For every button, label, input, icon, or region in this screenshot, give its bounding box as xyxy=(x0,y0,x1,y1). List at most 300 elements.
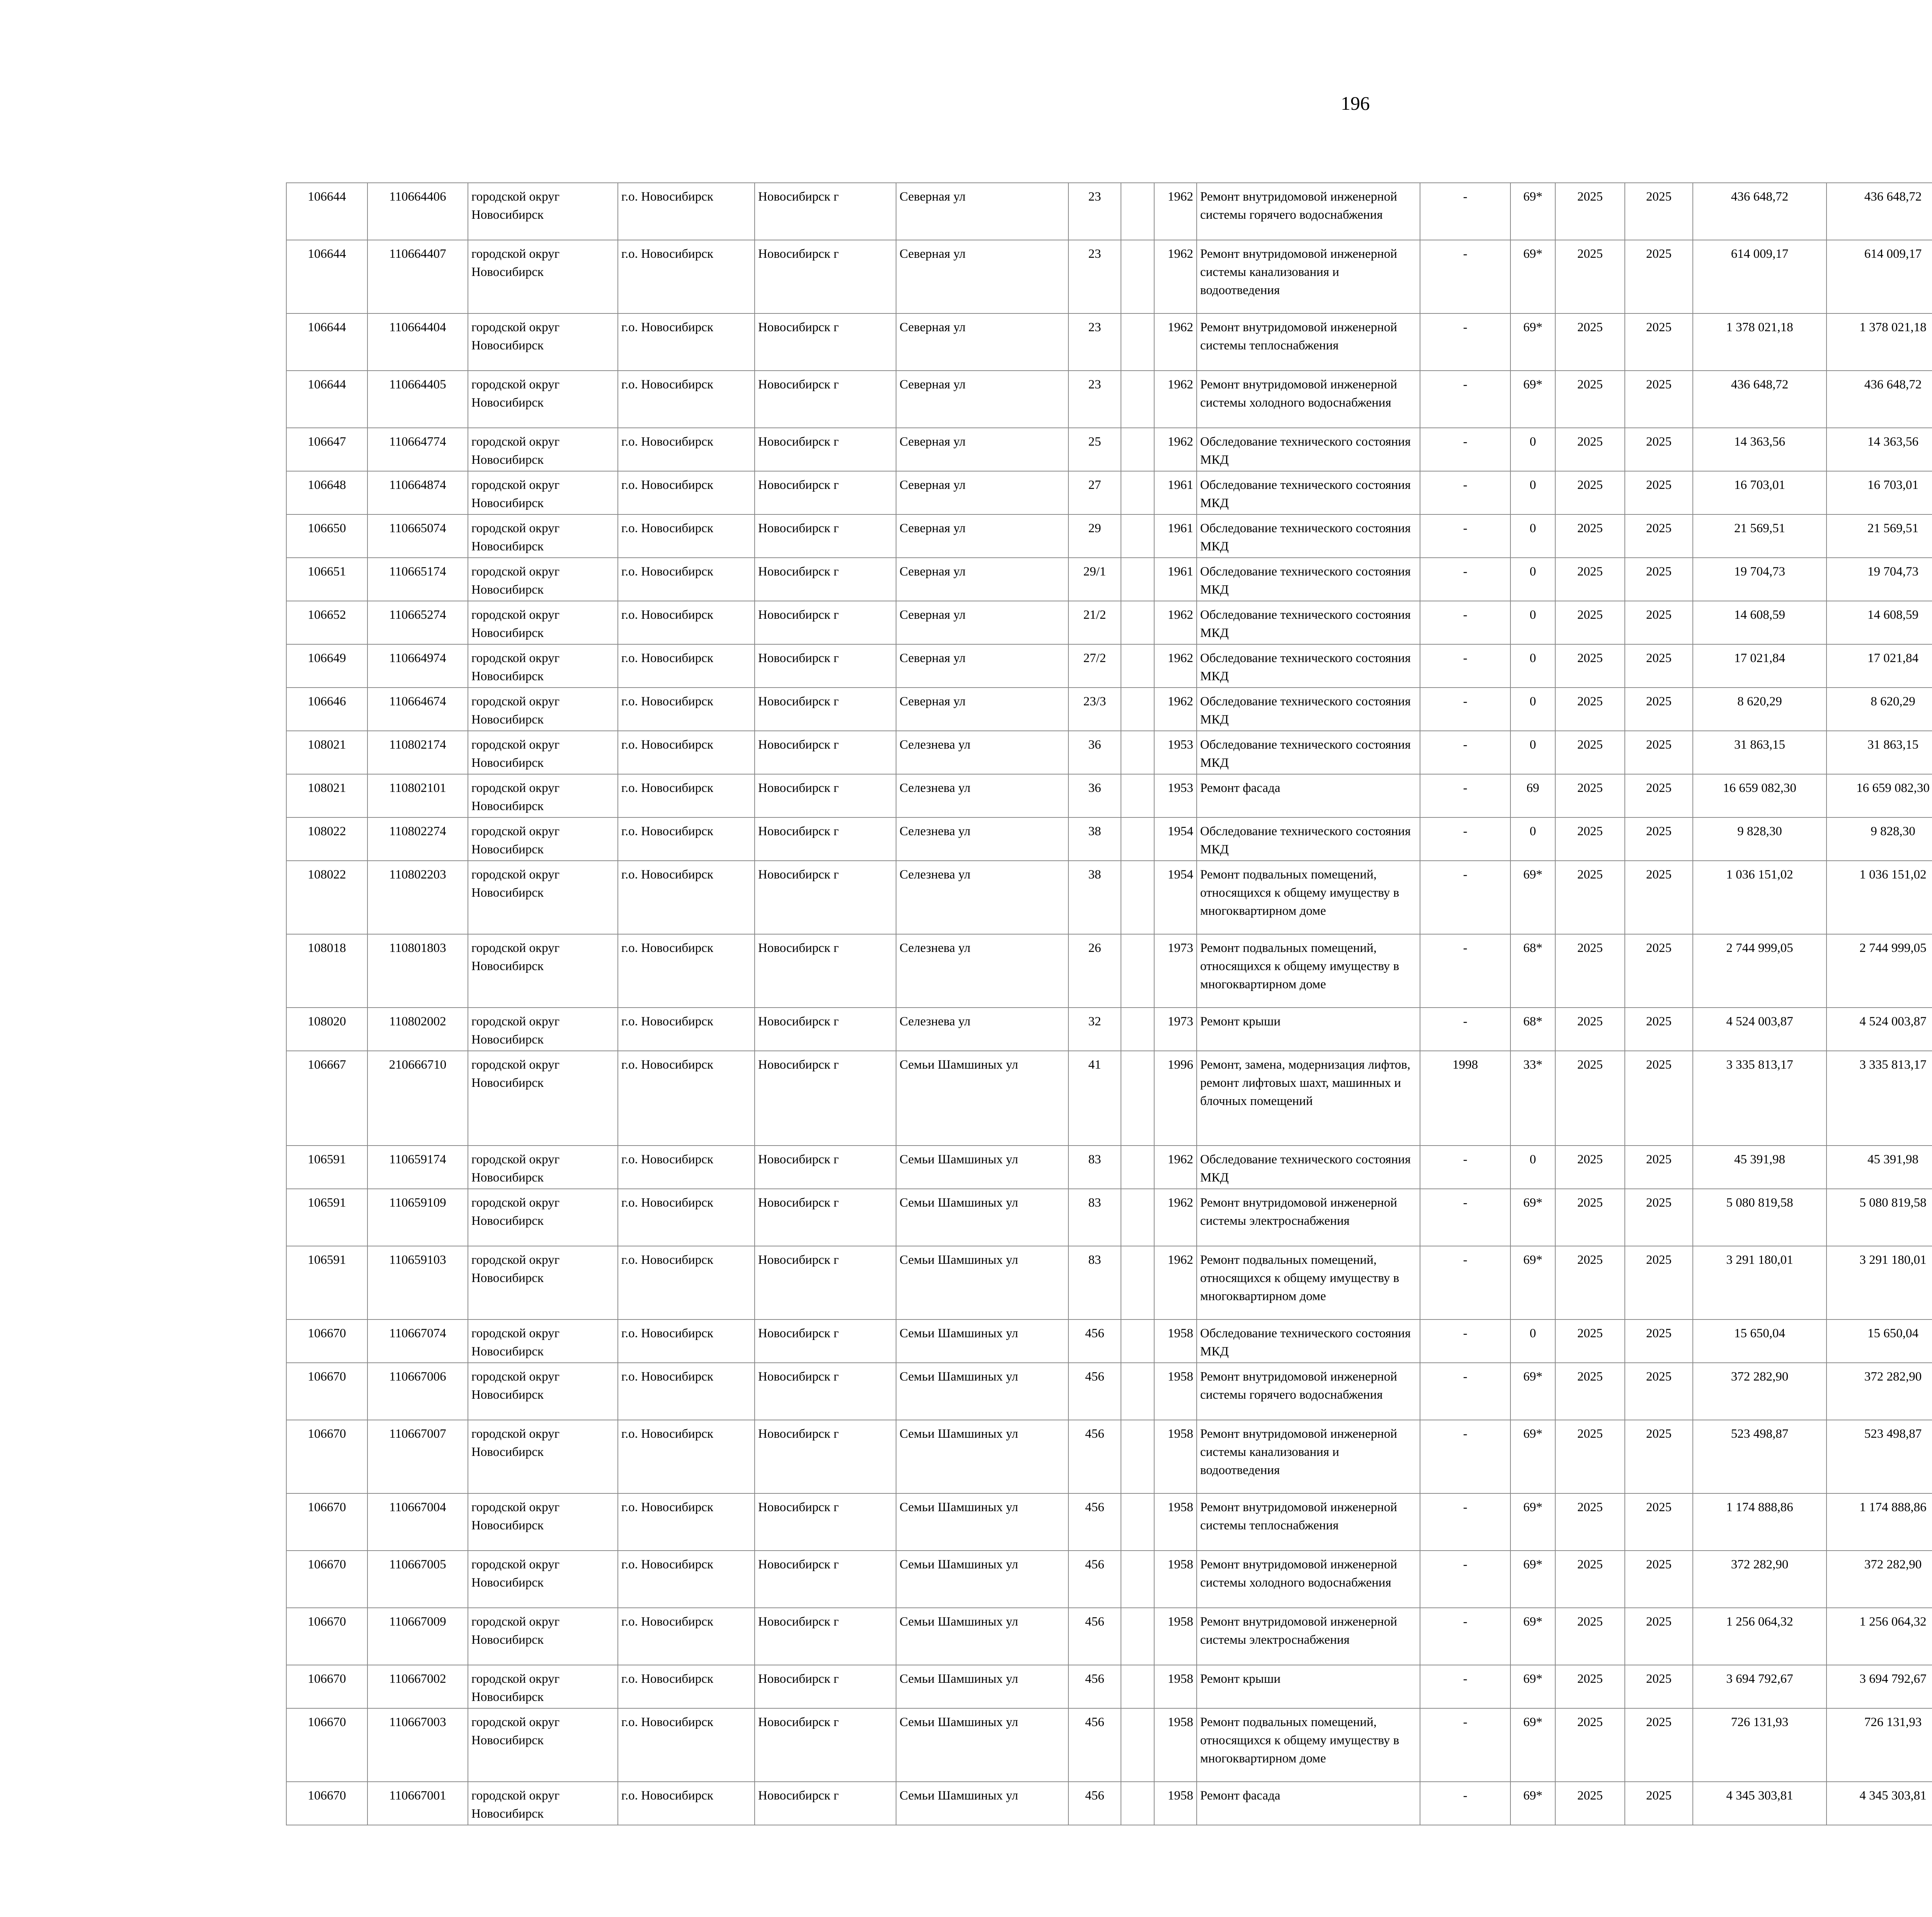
last-repair-year-cell: - xyxy=(1420,471,1510,514)
last-repair-year-cell: - xyxy=(1420,688,1510,731)
plan-end-year-cell: 2025 xyxy=(1625,731,1693,774)
house-number-cell: 25 xyxy=(1068,428,1121,471)
building-cell xyxy=(1121,1146,1154,1189)
built-year-cell: 1953 xyxy=(1154,731,1197,774)
locality-cell: Новосибирск г xyxy=(755,644,896,688)
last-repair-year-cell: - xyxy=(1420,1008,1510,1051)
plan-end-year-cell: 2025 xyxy=(1625,1246,1693,1319)
work-type-cell: Обследование технического состояния МКД xyxy=(1197,644,1420,688)
plan-start-year-cell: 2025 xyxy=(1555,1782,1625,1825)
built-year-cell: 1958 xyxy=(1154,1551,1197,1608)
locality-cell: Новосибирск г xyxy=(755,1665,896,1708)
street-cell: Северная ул xyxy=(896,313,1068,371)
locality-cell: Новосибирск г xyxy=(755,1551,896,1608)
district-cell: городской округ Новосибирск xyxy=(468,1708,618,1782)
municipality-cell: г.о. Новосибирск xyxy=(618,731,755,774)
fund-cost-cell: 1 378 021,18 xyxy=(1827,313,1932,371)
total-cost-cell: 523 498,87 xyxy=(1693,1420,1827,1493)
last-repair-year-cell: - xyxy=(1420,1608,1510,1665)
building-cell xyxy=(1121,1008,1154,1051)
street-cell: Семьи Шамшиных ул xyxy=(896,1420,1068,1493)
plan-start-year-cell: 2025 xyxy=(1555,644,1625,688)
plan-start-year-cell: 2025 xyxy=(1555,1493,1625,1551)
house-number-cell: 83 xyxy=(1068,1246,1121,1319)
building-cell xyxy=(1121,644,1154,688)
district-cell: городской округ Новосибирск xyxy=(468,774,618,817)
fund-cost-cell: 14 608,59 xyxy=(1827,601,1932,644)
municipality-cell: г.о. Новосибирск xyxy=(618,774,755,817)
street-cell: Семьи Шамшиных ул xyxy=(896,1363,1068,1420)
total-cost-cell: 1 174 888,86 xyxy=(1693,1493,1827,1551)
last-repair-year-cell: - xyxy=(1420,1146,1510,1189)
fund-cost-cell: 1 036 151,02 xyxy=(1827,861,1932,934)
house-number-cell: 36 xyxy=(1068,731,1121,774)
plan-start-year-cell: 2025 xyxy=(1555,1420,1625,1493)
municipality-cell: г.о. Новосибирск xyxy=(618,313,755,371)
house-id-cell: 108021 xyxy=(286,731,367,774)
fund-cost-cell: 5 080 819,58 xyxy=(1827,1189,1932,1246)
house-number-cell: 41 xyxy=(1068,1051,1121,1146)
wear-percent-cell: 69* xyxy=(1510,1551,1555,1608)
house-number-cell: 456 xyxy=(1068,1363,1121,1420)
built-year-cell: 1962 xyxy=(1154,183,1197,240)
work-code-cell: 110664874 xyxy=(367,471,468,514)
work-type-cell: Ремонт подвальных помещений, относящихся к общему имуществу в многоквартирном доме xyxy=(1197,934,1420,1008)
table-row xyxy=(286,688,1932,731)
work-type-cell: Ремонт внутридомовой инженерной системы канализования и водоотведения xyxy=(1197,1420,1420,1493)
plan-end-year-cell: 2025 xyxy=(1625,1782,1693,1825)
fund-cost-cell: 21 569,51 xyxy=(1827,514,1932,558)
work-type-cell: Ремонт подвальных помещений, относящихся к общему имуществу в многоквартирном доме xyxy=(1197,1708,1420,1782)
total-cost-cell: 9 828,30 xyxy=(1693,817,1827,861)
wear-percent-cell: 69* xyxy=(1510,1665,1555,1708)
district-cell: городской округ Новосибирск xyxy=(468,934,618,1008)
table-row xyxy=(286,1363,1932,1420)
locality-cell: Новосибирск г xyxy=(755,313,896,371)
work-code-cell: 110667003 xyxy=(367,1708,468,1782)
built-year-cell: 1958 xyxy=(1154,1665,1197,1708)
table-row xyxy=(286,817,1932,861)
district-cell: городской округ Новосибирск xyxy=(468,240,618,313)
street-cell: Северная ул xyxy=(896,558,1068,601)
locality-cell: Новосибирск г xyxy=(755,1051,896,1146)
building-cell xyxy=(1121,1665,1154,1708)
wear-percent-cell: 0 xyxy=(1510,558,1555,601)
locality-cell: Новосибирск г xyxy=(755,817,896,861)
table-row xyxy=(286,558,1932,601)
building-cell xyxy=(1121,1493,1154,1551)
plan-end-year-cell: 2025 xyxy=(1625,514,1693,558)
wear-percent-cell: 0 xyxy=(1510,471,1555,514)
plan-end-year-cell: 2025 xyxy=(1625,1146,1693,1189)
total-cost-cell: 8 620,29 xyxy=(1693,688,1827,731)
work-code-cell: 110664407 xyxy=(367,240,468,313)
plan-end-year-cell: 2025 xyxy=(1625,644,1693,688)
built-year-cell: 1962 xyxy=(1154,428,1197,471)
building-cell xyxy=(1121,1363,1154,1420)
building-cell xyxy=(1121,1420,1154,1493)
house-number-cell: 83 xyxy=(1068,1146,1121,1189)
plan-end-year-cell: 2025 xyxy=(1625,371,1693,428)
locality-cell: Новосибирск г xyxy=(755,1782,896,1825)
work-type-cell: Ремонт подвальных помещений, относящихся к общему имуществу в многоквартирном доме xyxy=(1197,1246,1420,1319)
built-year-cell: 1953 xyxy=(1154,774,1197,817)
total-cost-cell: 17 021,84 xyxy=(1693,644,1827,688)
street-cell: Северная ул xyxy=(896,428,1068,471)
municipality-cell: г.о. Новосибирск xyxy=(618,1782,755,1825)
street-cell: Селезнева ул xyxy=(896,861,1068,934)
work-code-cell: 110667005 xyxy=(367,1551,468,1608)
work-code-cell: 110667006 xyxy=(367,1363,468,1420)
last-repair-year-cell: - xyxy=(1420,1189,1510,1246)
table-row xyxy=(286,934,1932,1008)
fund-cost-cell: 2 744 999,05 xyxy=(1827,934,1932,1008)
table-row xyxy=(286,1420,1932,1493)
work-type-cell: Ремонт внутридомовой инженерной системы горячего водоснабжения xyxy=(1197,183,1420,240)
plan-end-year-cell: 2025 xyxy=(1625,601,1693,644)
built-year-cell: 1958 xyxy=(1154,1782,1197,1825)
house-id-cell: 106646 xyxy=(286,688,367,731)
wear-percent-cell: 69 xyxy=(1510,774,1555,817)
municipality-cell: г.о. Новосибирск xyxy=(618,644,755,688)
municipality-cell: г.о. Новосибирск xyxy=(618,1008,755,1051)
table-row xyxy=(286,1246,1932,1319)
work-code-cell: 110665174 xyxy=(367,558,468,601)
locality-cell: Новосибирск г xyxy=(755,1708,896,1782)
table-row xyxy=(286,1551,1932,1608)
house-id-cell: 106644 xyxy=(286,313,367,371)
work-code-cell: 110667001 xyxy=(367,1782,468,1825)
district-cell: городской округ Новосибирск xyxy=(468,688,618,731)
wear-percent-cell: 69* xyxy=(1510,1493,1555,1551)
house-id-cell: 106670 xyxy=(286,1608,367,1665)
total-cost-cell: 14 363,56 xyxy=(1693,428,1827,471)
municipality-cell: г.о. Новосибирск xyxy=(618,1319,755,1363)
total-cost-cell: 5 080 819,58 xyxy=(1693,1189,1827,1246)
total-cost-cell: 1 256 064,32 xyxy=(1693,1608,1827,1665)
fund-cost-cell: 372 282,90 xyxy=(1827,1363,1932,1420)
work-type-cell: Ремонт фасада xyxy=(1197,1782,1420,1825)
district-cell: городской округ Новосибирск xyxy=(468,1665,618,1708)
house-id-cell: 106670 xyxy=(286,1551,367,1608)
built-year-cell: 1962 xyxy=(1154,371,1197,428)
house-id-cell: 106670 xyxy=(286,1319,367,1363)
house-id-cell: 106647 xyxy=(286,428,367,471)
work-type-cell: Ремонт внутридомовой инженерной системы теплоснабжения xyxy=(1197,313,1420,371)
street-cell: Семьи Шамшиных ул xyxy=(896,1319,1068,1363)
table-row xyxy=(286,644,1932,688)
street-cell: Северная ул xyxy=(896,601,1068,644)
district-cell: городской округ Новосибирск xyxy=(468,514,618,558)
work-code-cell: 110664774 xyxy=(367,428,468,471)
municipality-cell: г.о. Новосибирск xyxy=(618,1363,755,1420)
last-repair-year-cell: - xyxy=(1420,558,1510,601)
built-year-cell: 1996 xyxy=(1154,1051,1197,1146)
last-repair-year-cell: 1998 xyxy=(1420,1051,1510,1146)
plan-start-year-cell: 2025 xyxy=(1555,1708,1625,1782)
work-type-cell: Ремонт внутридомовой инженерной системы теплоснабжения xyxy=(1197,1493,1420,1551)
district-cell: городской округ Новосибирск xyxy=(468,183,618,240)
building-cell xyxy=(1121,471,1154,514)
built-year-cell: 1958 xyxy=(1154,1363,1197,1420)
last-repair-year-cell: - xyxy=(1420,861,1510,934)
work-type-cell: Ремонт крыши xyxy=(1197,1008,1420,1051)
building-cell xyxy=(1121,1051,1154,1146)
wear-percent-cell: 69* xyxy=(1510,861,1555,934)
fund-cost-cell: 8 620,29 xyxy=(1827,688,1932,731)
house-number-cell: 27/2 xyxy=(1068,644,1121,688)
work-code-cell: 110659174 xyxy=(367,1146,468,1189)
last-repair-year-cell: - xyxy=(1420,1708,1510,1782)
wear-percent-cell: 69* xyxy=(1510,1782,1555,1825)
plan-end-year-cell: 2025 xyxy=(1625,1665,1693,1708)
work-type-cell: Ремонт внутридомовой инженерной системы холодного водоснабжения xyxy=(1197,1551,1420,1608)
plan-start-year-cell: 2025 xyxy=(1555,240,1625,313)
fund-cost-cell: 726 131,93 xyxy=(1827,1708,1932,1782)
table-row xyxy=(286,601,1932,644)
work-type-cell: Обследование технического состояния МКД xyxy=(1197,731,1420,774)
street-cell: Северная ул xyxy=(896,240,1068,313)
municipality-cell: г.о. Новосибирск xyxy=(618,371,755,428)
plan-end-year-cell: 2025 xyxy=(1625,1319,1693,1363)
built-year-cell: 1958 xyxy=(1154,1708,1197,1782)
house-number-cell: 38 xyxy=(1068,861,1121,934)
locality-cell: Новосибирск г xyxy=(755,1420,896,1493)
street-cell: Селезнева ул xyxy=(896,1008,1068,1051)
work-code-cell: 110664974 xyxy=(367,644,468,688)
total-cost-cell: 436 648,72 xyxy=(1693,183,1827,240)
locality-cell: Новосибирск г xyxy=(755,514,896,558)
table-row xyxy=(286,471,1932,514)
district-cell: городской округ Новосибирск xyxy=(468,1051,618,1146)
built-year-cell: 1958 xyxy=(1154,1493,1197,1551)
work-code-cell: 110665074 xyxy=(367,514,468,558)
locality-cell: Новосибирск г xyxy=(755,471,896,514)
wear-percent-cell: 69* xyxy=(1510,1189,1555,1246)
fund-cost-cell: 4 345 303,81 xyxy=(1827,1782,1932,1825)
street-cell: Северная ул xyxy=(896,371,1068,428)
house-number-cell: 29 xyxy=(1068,514,1121,558)
building-cell xyxy=(1121,1189,1154,1246)
wear-percent-cell: 68* xyxy=(1510,1008,1555,1051)
building-cell xyxy=(1121,1319,1154,1363)
building-cell xyxy=(1121,861,1154,934)
district-cell: городской округ Новосибирск xyxy=(468,601,618,644)
fund-cost-cell: 1 256 064,32 xyxy=(1827,1608,1932,1665)
house-number-cell: 456 xyxy=(1068,1551,1121,1608)
house-number-cell: 27 xyxy=(1068,471,1121,514)
locality-cell: Новосибирск г xyxy=(755,731,896,774)
building-cell xyxy=(1121,313,1154,371)
house-id-cell: 108022 xyxy=(286,817,367,861)
total-cost-cell: 3 335 813,17 xyxy=(1693,1051,1827,1146)
fund-cost-cell: 16 659 082,30 xyxy=(1827,774,1932,817)
plan-start-year-cell: 2025 xyxy=(1555,1363,1625,1420)
total-cost-cell: 4 524 003,87 xyxy=(1693,1008,1827,1051)
house-id-cell: 106652 xyxy=(286,601,367,644)
plan-end-year-cell: 2025 xyxy=(1625,1008,1693,1051)
house-number-cell: 36 xyxy=(1068,774,1121,817)
locality-cell: Новосибирск г xyxy=(755,861,896,934)
district-cell: городской округ Новосибирск xyxy=(468,817,618,861)
built-year-cell: 1962 xyxy=(1154,1146,1197,1189)
plan-end-year-cell: 2025 xyxy=(1625,1189,1693,1246)
table-row xyxy=(286,1665,1932,1708)
built-year-cell: 1954 xyxy=(1154,817,1197,861)
total-cost-cell: 3 694 792,67 xyxy=(1693,1665,1827,1708)
house-id-cell: 106591 xyxy=(286,1146,367,1189)
district-cell: городской округ Новосибирск xyxy=(468,1551,618,1608)
last-repair-year-cell: - xyxy=(1420,514,1510,558)
street-cell: Семьи Шамшиных ул xyxy=(896,1782,1068,1825)
street-cell: Северная ул xyxy=(896,514,1068,558)
work-type-cell: Обследование технического состояния МКД xyxy=(1197,688,1420,731)
plan-start-year-cell: 2025 xyxy=(1555,371,1625,428)
total-cost-cell: 1 378 021,18 xyxy=(1693,313,1827,371)
last-repair-year-cell: - xyxy=(1420,1782,1510,1825)
table-row xyxy=(286,1493,1932,1551)
table-row xyxy=(286,731,1932,774)
work-code-cell: 110664674 xyxy=(367,688,468,731)
locality-cell: Новосибирск г xyxy=(755,1319,896,1363)
last-repair-year-cell: - xyxy=(1420,1551,1510,1608)
plan-end-year-cell: 2025 xyxy=(1625,1708,1693,1782)
plan-end-year-cell: 2025 xyxy=(1625,558,1693,601)
table-row xyxy=(286,240,1932,313)
locality-cell: Новосибирск г xyxy=(755,240,896,313)
table-row xyxy=(286,1708,1932,1782)
locality-cell: Новосибирск г xyxy=(755,688,896,731)
fund-cost-cell: 19 704,73 xyxy=(1827,558,1932,601)
built-year-cell: 1961 xyxy=(1154,514,1197,558)
building-cell xyxy=(1121,371,1154,428)
building-cell xyxy=(1121,1782,1154,1825)
house-number-cell: 456 xyxy=(1068,1665,1121,1708)
house-id-cell: 108022 xyxy=(286,861,367,934)
locality-cell: Новосибирск г xyxy=(755,1189,896,1246)
fund-cost-cell: 9 828,30 xyxy=(1827,817,1932,861)
plan-end-year-cell: 2025 xyxy=(1625,471,1693,514)
house-id-cell: 106591 xyxy=(286,1246,367,1319)
work-type-cell: Обследование технического состояния МКД xyxy=(1197,514,1420,558)
locality-cell: Новосибирск г xyxy=(755,183,896,240)
total-cost-cell: 436 648,72 xyxy=(1693,371,1827,428)
plan-end-year-cell: 2025 xyxy=(1625,688,1693,731)
wear-percent-cell: 0 xyxy=(1510,428,1555,471)
street-cell: Северная ул xyxy=(896,644,1068,688)
total-cost-cell: 372 282,90 xyxy=(1693,1363,1827,1420)
street-cell: Семьи Шамшиных ул xyxy=(896,1608,1068,1665)
fund-cost-cell: 1 174 888,86 xyxy=(1827,1493,1932,1551)
house-number-cell: 38 xyxy=(1068,817,1121,861)
plan-start-year-cell: 2025 xyxy=(1555,183,1625,240)
total-cost-cell: 16 703,01 xyxy=(1693,471,1827,514)
wear-percent-cell: 69* xyxy=(1510,240,1555,313)
total-cost-cell: 726 131,93 xyxy=(1693,1708,1827,1782)
plan-end-year-cell: 2025 xyxy=(1625,1051,1693,1146)
house-id-cell: 106649 xyxy=(286,644,367,688)
wear-percent-cell: 0 xyxy=(1510,688,1555,731)
last-repair-year-cell: - xyxy=(1420,1420,1510,1493)
table-row xyxy=(286,1146,1932,1189)
district-cell: городской округ Новосибирск xyxy=(468,1319,618,1363)
work-code-cell: 110665274 xyxy=(367,601,468,644)
last-repair-year-cell: - xyxy=(1420,644,1510,688)
table-row xyxy=(286,861,1932,934)
built-year-cell: 1962 xyxy=(1154,601,1197,644)
street-cell: Семьи Шамшиных ул xyxy=(896,1246,1068,1319)
total-cost-cell: 3 291 180,01 xyxy=(1693,1246,1827,1319)
built-year-cell: 1962 xyxy=(1154,688,1197,731)
total-cost-cell: 14 608,59 xyxy=(1693,601,1827,644)
table-row xyxy=(286,1319,1932,1363)
street-cell: Селезнева ул xyxy=(896,817,1068,861)
total-cost-cell: 372 282,90 xyxy=(1693,1551,1827,1608)
locality-cell: Новосибирск г xyxy=(755,371,896,428)
fund-cost-cell: 31 863,15 xyxy=(1827,731,1932,774)
district-cell: городской округ Новосибирск xyxy=(468,471,618,514)
built-year-cell: 1958 xyxy=(1154,1319,1197,1363)
building-cell xyxy=(1121,601,1154,644)
district-cell: городской округ Новосибирск xyxy=(468,1782,618,1825)
work-type-cell: Ремонт, замена, модернизация лифтов, ремонт лифтовых шахт, машинных и блочных помещений xyxy=(1197,1051,1420,1146)
table-row xyxy=(286,1189,1932,1246)
plan-start-year-cell: 2025 xyxy=(1555,861,1625,934)
house-number-cell: 23 xyxy=(1068,371,1121,428)
building-cell xyxy=(1121,817,1154,861)
wear-percent-cell: 69* xyxy=(1510,1420,1555,1493)
municipality-cell: г.о. Новосибирск xyxy=(618,183,755,240)
house-id-cell: 106644 xyxy=(286,183,367,240)
plan-start-year-cell: 2025 xyxy=(1555,1246,1625,1319)
house-id-cell: 106651 xyxy=(286,558,367,601)
locality-cell: Новосибирск г xyxy=(755,1246,896,1319)
municipality-cell: г.о. Новосибирск xyxy=(618,1551,755,1608)
district-cell: городской округ Новосибирск xyxy=(468,1493,618,1551)
street-cell: Селезнева ул xyxy=(896,934,1068,1008)
locality-cell: Новосибирск г xyxy=(755,1146,896,1189)
last-repair-year-cell: - xyxy=(1420,313,1510,371)
municipality-cell: г.о. Новосибирск xyxy=(618,558,755,601)
last-repair-year-cell: - xyxy=(1420,1246,1510,1319)
plan-end-year-cell: 2025 xyxy=(1625,1493,1693,1551)
built-year-cell: 1962 xyxy=(1154,240,1197,313)
street-cell: Северная ул xyxy=(896,183,1068,240)
plan-start-year-cell: 2025 xyxy=(1555,1551,1625,1608)
plan-end-year-cell: 2025 xyxy=(1625,313,1693,371)
fund-cost-cell: 14 363,56 xyxy=(1827,428,1932,471)
built-year-cell: 1954 xyxy=(1154,861,1197,934)
municipality-cell: г.о. Новосибирск xyxy=(618,861,755,934)
fund-cost-cell: 372 282,90 xyxy=(1827,1551,1932,1608)
total-cost-cell: 16 659 082,30 xyxy=(1693,774,1827,817)
wear-percent-cell: 0 xyxy=(1510,1146,1555,1189)
building-cell xyxy=(1121,1708,1154,1782)
house-id-cell: 106670 xyxy=(286,1708,367,1782)
locality-cell: Новосибирск г xyxy=(755,1363,896,1420)
house-id-cell: 108021 xyxy=(286,774,367,817)
last-repair-year-cell: - xyxy=(1420,934,1510,1008)
work-code-cell: 110802002 xyxy=(367,1008,468,1051)
plan-start-year-cell: 2025 xyxy=(1555,934,1625,1008)
plan-start-year-cell: 2025 xyxy=(1555,731,1625,774)
district-cell: городской округ Новосибирск xyxy=(468,1146,618,1189)
municipality-cell: г.о. Новосибирск xyxy=(618,1708,755,1782)
work-type-cell: Ремонт внутридомовой инженерной системы электроснабжения xyxy=(1197,1608,1420,1665)
work-code-cell: 110802101 xyxy=(367,774,468,817)
house-id-cell: 106670 xyxy=(286,1782,367,1825)
built-year-cell: 1973 xyxy=(1154,934,1197,1008)
